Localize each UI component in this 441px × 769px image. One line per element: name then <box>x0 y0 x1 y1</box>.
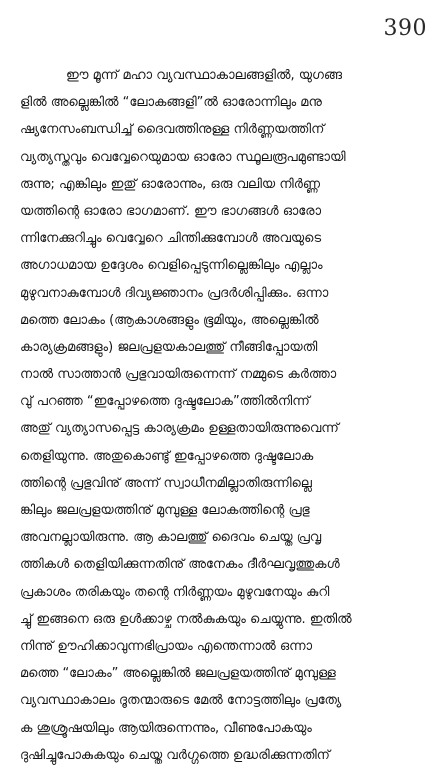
text-line: ഷ്യനേസംബന്ധിച്ച് ദൈവത്തിനുള്ള നിർണ്ണയത്തിന് <box>20 122 325 138</box>
text-line: അഗാധമായ ഉദ്ദേശം വെളിപ്പെടുന്നില്ലെങ്കിലും എല്ലാം <box>20 258 323 274</box>
text-line: മത്തെ “ലോകം” അല്ലെങ്കിൽ ജലപ്രളയത്തിനു് മുമ്പുള്ള <box>20 666 336 682</box>
text-line: ത്തികൾ തെളിയിക്കുന്നതിനു് അനേകം ദീർഘവൃത്തുകൾ <box>20 557 340 573</box>
page-number: 390 <box>383 16 427 41</box>
body-text <box>20 62 425 769</box>
text-line: രുന്നു; എങ്കിലും ഇതു് ഓരോന്നും, ഒരു വലിയ നിർണ്ണ <box>20 176 321 192</box>
text-line: അതു് വ്യത്യാസപ്പെട്ട കാര്യക്രമം ഉള്ളതായിരുന്നുവെന്ന് <box>20 421 339 437</box>
text-line: വ്യവസ്ഥാകാലം ദൂതന്മാരുടെ മേൽ നോട്ടത്തിലും പ്രത്യേ <box>20 693 342 709</box>
text-line: ന്നിനേക്കുറിച്ചും വെവ്വേറെ ചിന്തിക്കുമ്പോൾ അവയുടെ <box>20 231 322 247</box>
text-line: ദുഷിച്ചുപോകുകയും ചെയ്ത വർഗ്ഗത്തെ ഉദ്ധരിക്കുന്നതിന് <box>20 747 330 763</box>
text-line: ളിൽ അല്ലെങ്കിൽ “ലോകങ്ങളി”ൽ ഓരോന്നിലും മനു <box>20 95 322 111</box>
text-line: വു് പറഞ്ഞ “ഇപ്പോഴത്തെ ദുഷ്ടലോക”ത്തിൽനിന്ന് <box>20 394 310 410</box>
text-line: നാൽ സാത്താൻ പ്രഭുവായിരുന്നെന്ന് നമ്മുടെ കർത്താ <box>20 367 337 383</box>
text-line: ങ്കിലും ജലപ്രളയത്തിനു് മുമ്പുള്ള ലോകത്തിന്റെ പ്രഭു <box>20 503 310 518</box>
text-line: പ്രകാശം തരികയും തന്റെ നിർണ്ണയം മുഴുവനേയും കുറി <box>20 584 330 600</box>
text-line: കാര്യക്രമങ്ങളും) ജലപ്രളയകാലത്തു് നീങ്ങിപ്പോയതി <box>20 339 318 355</box>
text-line: ഈ മൂന്ന് മഹാ വ്യവസ്ഥാകാലങ്ങളിൽ, യുഗങ്ങ <box>66 68 342 83</box>
text-line: അവനല്ലായിരുന്നു. ആ കാലത്തു് ദൈവം ചെയ്ത പ്രവൃ <box>20 530 322 546</box>
text-line: നിന്നു് ഊഹിക്കാവുന്നഭിപ്രായം എന്തെന്നാൽ ഒന്നാ <box>20 638 313 654</box>
text-line: മത്തെ ലോകം (ആകാശങ്ങളും ഭൂമിയും, അല്ലെങ്കിൽ <box>20 312 319 328</box>
text-line: ക ശുശ്രൂഷയിലും ആയിരുന്നെന്നും, വീണുപോകയും <box>20 720 312 736</box>
text-line: യത്തിന്റെ ഓരോ ഭാഗമാണ്. ഈ ഭാഗങ്ങൾ ഓരോ <box>20 203 322 219</box>
text-line: ച്ചു് ഇങ്ങനെ ഒരു ഉൾക്കാഴ്ച നൽകുകയും ചെയ്യുന്നു. ഇതിൽ <box>20 611 352 627</box>
text-line: തെളിയുന്നു. അതുകൊണ്ടു് ഇപ്പോഴത്തെ ദുഷ്ടലോക <box>20 448 314 464</box>
text-line: ത്തിന്റെ പ്രഭുവിനു് അന്ന് സ്വാധീനമില്ലാതിരുന്നില്ലെ <box>20 475 312 491</box>
text-line: മുഴുവനാകുമ്പോൾ ദിവ്യജ്ഞാനം പ്രദർശിപ്പിക്കും. ഒന്നാ <box>20 285 329 301</box>
text-line: വ്യത്യസ്തവും വെവ്വേറെയുമായ ഓരോ സ്ഥൂലരൂപമുണ്ടായി <box>20 149 346 165</box>
